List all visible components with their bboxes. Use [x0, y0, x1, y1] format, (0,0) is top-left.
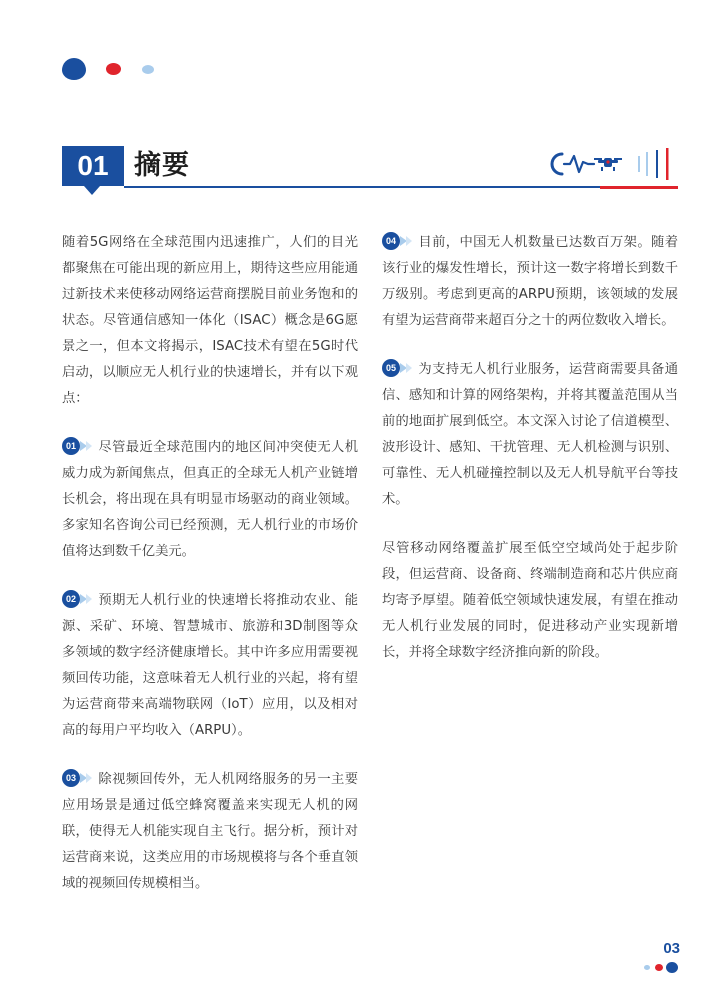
point-badge-number: 05 [382, 359, 400, 377]
point-text: 尽管最近全球范围内的地区间冲突使无人机威力成为新闻焦点，但真正的全球无人机产业链增长机会，将出现在具有明显市场驱动的商业领域。多家知名咨询公司已经预测，无人机行业的市场价值将达到数千亿美元。 [62, 440, 358, 559]
point-badge [62, 769, 92, 787]
header-rule-blue [124, 186, 600, 188]
chevron-right-icon [86, 773, 92, 783]
chevron-right-icon [86, 594, 92, 604]
point-badge [382, 232, 412, 250]
chevron-right-icon [406, 236, 412, 246]
decoration-dot-red [106, 63, 121, 75]
section-number-notch [84, 186, 100, 195]
point-badge [382, 359, 412, 377]
page-number: 03 [663, 940, 680, 957]
point-paragraph-04 [382, 230, 678, 334]
decoration-dot-large [62, 58, 86, 80]
closing-paragraph: 尽管移动网络覆盖扩展至低空空域尚处于起步阶段，但运营商、设备商、终端制造商和芯片供应商均寄予厚望。随着低空领域快速发展，有望在推动无人机行业发展的同时，促进移动产业实现新增长，并将全球数字经济推向新的阶段。 [382, 541, 678, 660]
right-column [382, 230, 678, 689]
header-rule-red [600, 186, 678, 189]
point-paragraph-01 [62, 435, 358, 565]
section-header [62, 146, 678, 196]
point-badge [62, 437, 92, 455]
decoration-dot-large [666, 962, 678, 973]
section-number: 01 [62, 146, 124, 186]
top-decoration [62, 58, 162, 82]
point-badge-number: 04 [382, 232, 400, 250]
section-title: 摘要 [134, 150, 190, 181]
point-badge-number: 02 [62, 590, 80, 608]
point-text: 为支持无人机行业服务，运营商需要具备通信、感知和计算的网络架构，并将其覆盖范围从当前的地面扩展到低空。本文深入讨论了信道模型、波形设计、感知、干扰管理、无人机检测与识别、可靠性、无人机碰撞控制以及无人机导航平台等技术。 [382, 362, 678, 507]
left-column [62, 230, 358, 920]
drone-signal-icon [546, 146, 678, 182]
decoration-dot-light [644, 965, 650, 970]
footer-decoration [644, 962, 680, 974]
point-badge [62, 590, 92, 608]
point-paragraph-03 [62, 767, 358, 897]
decoration-dot-red [655, 964, 663, 971]
intro-paragraph: 随着5G网络在全球范围内迅速推广，人们的目光都聚焦在可能出现的新应用上，期待这些应用能通过新技术来使移动网络运营商摆脱目前业务饱和的状态。尽管通信感知一体化（ISAC）概念是6G愿景之一，但本文将揭示，ISAC技术有望在5G时代启动，以顺应无人机行业的快速增长，并有以下观点： [62, 235, 358, 406]
point-badge-number: 01 [62, 437, 80, 455]
point-badge-number: 03 [62, 769, 80, 787]
point-text: 目前，中国无人机数量已达数百万架。随着该行业的爆发性增长，预计这一数字将增长到数千万级别。考虑到更高的ARPU预期，该领域的发展有望为运营商带来超百分之十的两位数收入增长。 [382, 235, 678, 328]
point-text: 预期无人机行业的快速增长将推动农业、能源、采矿、环境、智慧城市、旅游和3D制图等众多领域的数字经济健康增长。其中许多应用需要视频回传功能，这意味着无人机行业的兴起，将有望为运营商带来高端物联网（IoT）应用，以及相对高的每用户平均收入（ARPU）。 [62, 593, 358, 738]
point-text: 除视频回传外，无人机网络服务的另一主要应用场景是通过低空蜂窝覆盖来实现无人机的网联，使得无人机能实现自主飞行。据分析，预计对运营商来说，这类应用的市场规模将与各个垂直领域的视频回传规模相当。 [62, 772, 358, 891]
point-paragraph-02 [62, 588, 358, 744]
point-paragraph-05 [382, 357, 678, 513]
chevron-right-icon [406, 363, 412, 373]
chevron-right-icon [86, 441, 92, 451]
decoration-dot-light [142, 65, 154, 74]
